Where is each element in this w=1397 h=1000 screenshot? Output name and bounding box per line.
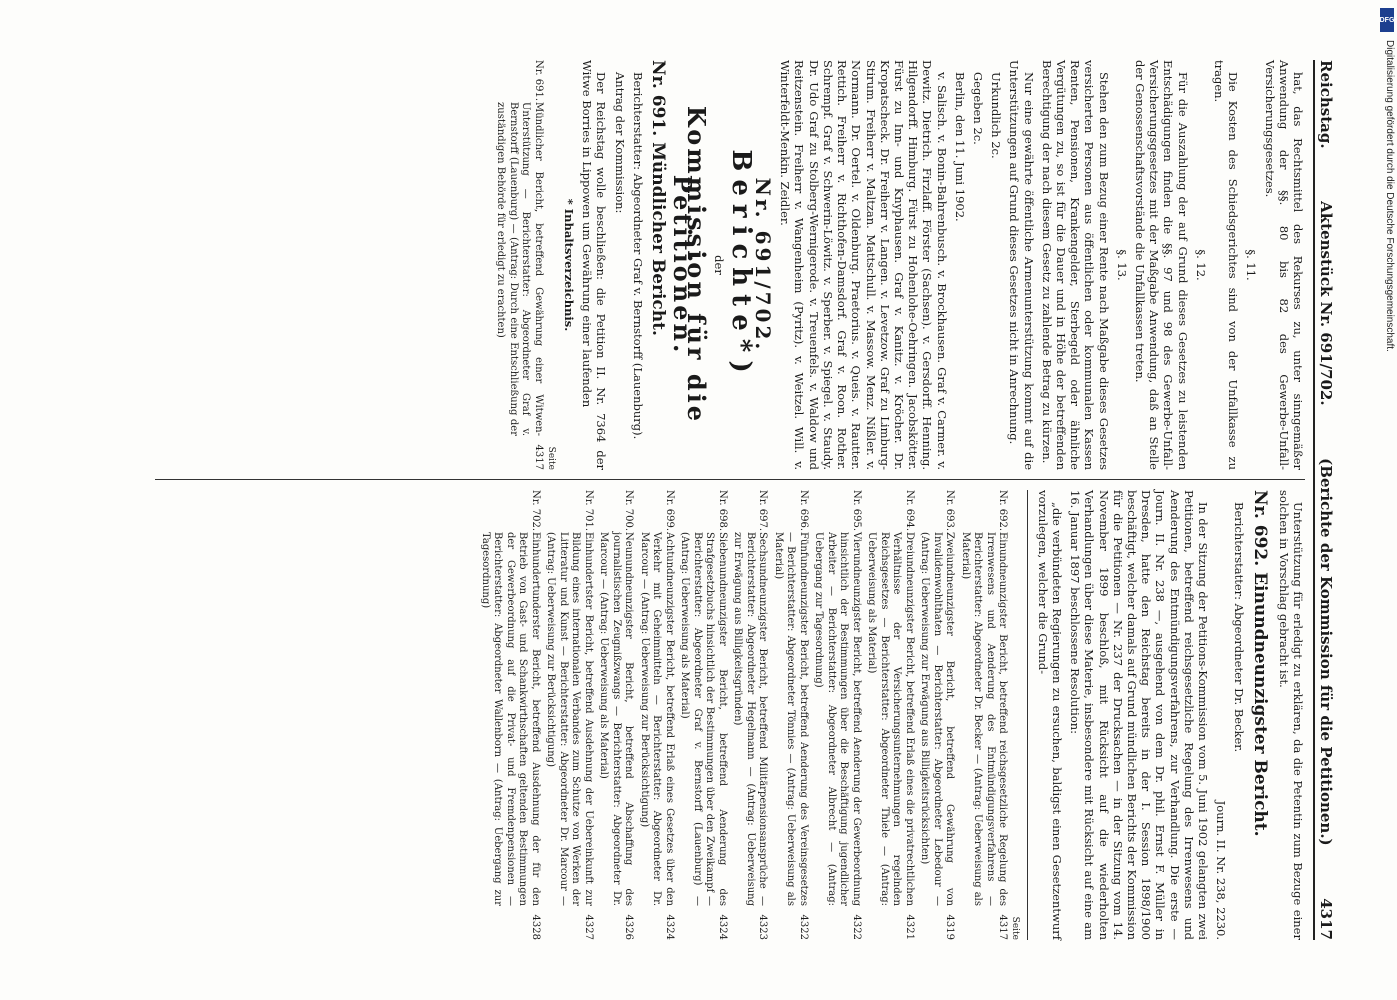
document-number: Nr. 691/702. [751, 177, 776, 353]
paragraph: Unterstützung für erledigt zu erklären, da die Petentin zum Bezuge einer solchen in Vorschlag gebracht ist. [1276, 490, 1305, 940]
paragraph: „die verbündeten Regierungen zu ersuchen, baldigst einen Gesetzentwurf vorzulegen, welcher die Grund- [1035, 490, 1064, 940]
header-left: Reichstag. [1317, 60, 1335, 149]
toc-entry [812, 490, 862, 940]
digitization-text: Digitalisierung gefördert durch die Deutsche Forschungsgemeinschaft. [1384, 40, 1395, 352]
document-title: Berichte*) [725, 149, 756, 381]
paragraph: Nur eine gewährte öffentliche Armenunterstützung kommt auf die Unterstützungen auf Grund dieses Gesetzes nicht in Anrechnung. [1007, 60, 1036, 470]
toc-entry-number: Nr. 693. [944, 490, 956, 532]
dfg-logo: DFG [1380, 8, 1394, 32]
toc-entry-number: Nr. 695. [850, 490, 862, 532]
toc-entry-page: 4317 [532, 444, 544, 470]
toc-entry [544, 490, 594, 940]
toc-entry-page: 4324 [716, 914, 728, 940]
toc-entry-page: 4322 [797, 914, 809, 940]
motion-text: Der Reichstag wolle beschließen: die Petition II. Nr. 7364 der Witwe Borries in Lippowen um Gewährung einer laufenden [580, 60, 609, 470]
page-header [1313, 60, 1343, 940]
toc-entry-number: Nr. 692. [997, 490, 1009, 532]
toc-entry [678, 490, 728, 940]
motion-heading: Antrag der Kommission: [612, 72, 627, 214]
rotated-page-content [85, 0, 1385, 1000]
toc-entry-number: Nr. 699. [663, 490, 675, 532]
toc-entry-text: Einhundertunderster Bericht, betreffend Ausdehnung der für den Betrieb von Gast- und Schankwirthschaften geltenden Bestimmungen der Gewerbeordnung auf die Privat- und Fremdenpensionen — Berichterstatter: Abgeordneter Wallenborn — (Antrag: Uebergang zur Tagesordnung) [479, 532, 541, 906]
toc-entry-page: 4322 [850, 914, 862, 940]
rapporteur: Berichterstatter: Abgeordneter Graf v. Bernstorff (Lauenburg). [630, 72, 645, 440]
left-column [491, 60, 1305, 470]
toc-entry-text: Zweiundneunzigster Bericht, betreffend Gewährung von Invalidenwohlthaten — Berichterstatter: Abgeordneter Lebedour — (Antrag: Ueberweisung zur Erwägung aus Billigkeitsrücksichten) [919, 532, 956, 906]
page-number: 4317 [1317, 898, 1335, 940]
toc-entry-page: 4319 [944, 914, 956, 940]
section-heading: §. 12. [1193, 249, 1208, 281]
section-heading: §. 11. [1244, 249, 1259, 281]
toc-entry-text: Mündlicher Bericht, betreffend Gewährung einer Witwen-Unterstützung — Berichterstatter: Abgeordneter Graf v. Bernstorff (Lauenburg) — (Antrag: Durch eine Entschließung der zuständigen Behörde für erledigt zu erachten) [495, 102, 544, 436]
toc-entry-text: Dreiundneunzigster Bericht, betreffend Erlaß eines die privatrechtlichen Verhältnisse der Versicherungsunternehmungen regelnden Reichsgesetzes — Berichterstatter: Abgeordneter Thiele — (Antrag: Ueberweisung als Material) [866, 532, 915, 906]
toc-page-label: Seite [1009, 916, 1020, 940]
toc-entry-number: Nr. 700. [623, 490, 635, 532]
toc-entry [494, 60, 544, 470]
section-heading: §. 13. [1114, 249, 1129, 281]
toc-entry-number: Nr. 702. [529, 490, 541, 532]
toc-entry-text: Siebenundneunzigster Bericht, betreffend Aenderung des Strafgesetzbuchs hinsichtlich der Bestimmungen über den Zweikampf — Berichterstatter: Abgeordneter Graf v. Bernstorff (Lauenburg) — (Antrag: Ueberweisung als Material) [679, 532, 728, 906]
toc-entry [865, 490, 915, 940]
toc-entry [958, 490, 1008, 940]
toc-entry-page: 4324 [663, 914, 675, 940]
toc-entry-number: Nr. 698. [716, 490, 728, 532]
table-of-contents [478, 490, 1028, 940]
paragraph: In der Sitzung der Petitions-Kommission vom 5. Juni 1902 gelangten zwei Petitionen, betreffend reichsgesetzliche Regelung des Irrenwesens und Aenderung des Entmündigungsverfahrens, zur Verhandlung. Die erste — Journ. II. Nr. 238 —, ausgehend von dem Dr. phil. Ernst F. Müller in Dresden, hatte den Reichstag bereits in der I. Session 1898/1900 beschäftigt, welcher damals auf Grund mündlichen Berichts der Kommission für die Petitionen — Nr. 237 der Drucksachen — in der Sitzung vom 14. November 1899 beschloß, mit Rücksicht auf die wiederholten Verhandlungen über diese Materie, insbesondere mit Rücksicht auf eine am 16. Januar 1897 beschlossene Resolution: [1068, 490, 1210, 940]
toc-entry-text: Einhundertster Bericht, betreffend Ausdehnung der Uebereinkunft zur Bildung eines internationalen Verbandes zum Schutze von Werken der Litteratur und Kunst — Berichterstatter: Abgeordneter Dr. Marcour — (Antrag: Ueberweisung zur Berücksichtigung) [545, 532, 594, 906]
commission-title: Kommission für die Petitionen. [668, 105, 712, 425]
paragraph: Stehen den zum Bezug einer Rente nach Maßgabe dieses Gesetzes versicherten Personen aus öffentlichen oder kommunalen Kassen Renten, Pensionen, Krankengelder, Sterbegeld oder ähnliche Vergütungen zu, so ist für die Dauer und in Höhe der betreffenden Berechtigung der nach diesem Gesetz zu zahlende Betrag zu kürzen. [1039, 60, 1111, 470]
toc-entry [478, 490, 541, 940]
toc-page-label: Seite [545, 446, 556, 470]
rapporteur: Berichterstatter: Abgeordneter Dr. Becker. [1232, 502, 1247, 753]
right-column [475, 490, 1305, 940]
paragraph: Für die Auszahlung der auf Grund dieses Gesetzes zu leistenden Entschädigungen finden die §§. 97 und 98 des Gewerbe-Unfall-Versicherungsgesetzes mit der Maßgabe Anwendung, daß an Stelle der Genossenschaftsvorstände die Unfallkassen treten. [1132, 60, 1190, 470]
toc-entry-text: Achtundneunzigster Bericht, betreffend Erlaß eines Gesetzes über den Verkehr mit Geheimmitteln — Berichterstatter: Abgeordneter Dr. Marcour — (Antrag: Ueberweisung zur Berücksichtigung) [638, 532, 675, 906]
toc-entry-number: Nr. 691. [532, 60, 544, 102]
toc-entry-page: 4326 [623, 914, 635, 940]
toc-entry [771, 490, 809, 940]
paragraph: Urkundlich 2c. [989, 72, 1004, 159]
date-line: Berlin, den 11. Juni 1902. [952, 72, 967, 222]
toc-entry [731, 490, 769, 940]
journal-ref: Journ. II. Nr. 238, 2230. [1214, 800, 1229, 940]
toc-entry-text: Fünfundneunzigster Bericht, betreffend Aenderung des Vereinsgesetzes — Berichterstatter: Abgeordneter Tönnies — (Antrag: Ueberweisung als Material) [772, 532, 809, 906]
report-heading: Nr. 692. Einundneunzigster Bericht. [1249, 490, 1270, 837]
toc-list [478, 490, 1008, 940]
toc-entry-number: Nr. 694. [903, 490, 915, 532]
title-connector: der [711, 255, 726, 275]
column-divider [155, 479, 1305, 480]
toc-entry-page: 4323 [757, 914, 769, 940]
header-sub: (Berichte der Kommission für die Petitionen.) [1317, 458, 1335, 846]
toc-entry-text: Neunundneunzigster Bericht, betreffend Abschaffung des journalistischen Zeugnißzwangs — Berichterstatter: Abgeordneter Dr. Marcour — (Antrag: Ueberweisung als Material) [598, 532, 635, 906]
toc-heading: * Inhaltsverzeichnis. [562, 198, 577, 332]
toc-entry-page: 4321 [903, 914, 915, 940]
paragraph: Die Kosten des Schiedsgerichtes sind von der Unfallkasse zu tragen. [1211, 60, 1241, 470]
header-center: Aktenstück Nr. 691/702. [1317, 201, 1335, 406]
digitization-note [1375, 40, 1395, 960]
toc-entry-text: Vierundneunzigster Bericht, betreffend Aenderung der Gewerbeordnung hinsichtlich der Bestimmungen über die Beschäftigung jugendlicher Arbeiter — Berichterstatter: Abgeordneter Albrecht — (Antrag: Uebergang zur Tagesordnung) [813, 532, 862, 906]
paragraph: Gegeben 2c. [970, 72, 985, 145]
paragraph: hat, das Rechtsmittel des Rekurses zu, unter sinngemäßer Anwendung der §§. 80 bis 82 des Gewerbe-Unfall-Versicherungsgesetzes. [1262, 60, 1305, 470]
toc-entry-text: Sechsundneunzigster Bericht, betreffend Militärpensionsansprüche — Berichterstatter: Abgeordneter Hegelmann — (Antrag: Ueberweisung zur Erwägung aus Billigkeitsgründen) [732, 532, 769, 906]
toc-entry-text: Einundneunzigster Bericht, betreffend reichsgesetzliche Regelung des Irrenwesens und Aenderung des Entmündigungsverfahrens — Berichterstatter: Abgeordneter Dr. Becker — (Antrag: Ueberweisung als Material) [959, 532, 1009, 906]
toc-entry-number: Nr. 701. [582, 490, 594, 532]
signatories: v. Salisch. v. Bonin-Bahrenbusch. v. Brockhausen. Graf v. Carmer. v. Dewitz. Dietrich. Firzlaff. Förster (Sachsen). v. Gersdorff. Henning. Hilgendorff. Himburg. Fürst zu Hohenlohe-Oehringen. Jacobskötter. Fürst zu Inn- und Knyphausen. Graf v. Kanitz. v. Kröcher. Dr. Kropatscheck. Dr. Freiherr v. Langen. v. Levetzow. Graf zu Limburg-Stirum. Freiherr v. Maltzan. Mattschull. v. Massow. Menz. Nißler. v. Normann. Dr. Oertel. v. Oldenburg. Praetorius. v. Queis. v. Rautter. Rettich. Freiherr v. Richthofen-Damsdorf. Graf v. Roon. Rother. Schrempf. Graf v. Schwerin-Löwitz. v. Sperber. v. Spiegel. v. Staudy. Dr. Udo Graf zu Stolberg-Wernigerode. v. Treuenfels. v. Waldow und Reitzenstein. Freiherr v. Wangenheim (Pyritz). v. Weitzel. Will. v. Winterfeldt-Menkin. Zeidler. [778, 60, 949, 470]
toc-entry-page: 4328 [529, 914, 541, 940]
report-heading: Nr. 691. Mündlicher Bericht. [648, 60, 669, 336]
toc-entry-page: 4327 [582, 914, 594, 940]
toc-entry-page: 4317 [997, 914, 1009, 940]
toc-entry-number: Nr. 696. [797, 490, 809, 532]
toc-entry [597, 490, 635, 940]
toc-entry-number: Nr. 697. [757, 490, 769, 532]
toc-entry [918, 490, 956, 940]
toc-entry [637, 490, 675, 940]
